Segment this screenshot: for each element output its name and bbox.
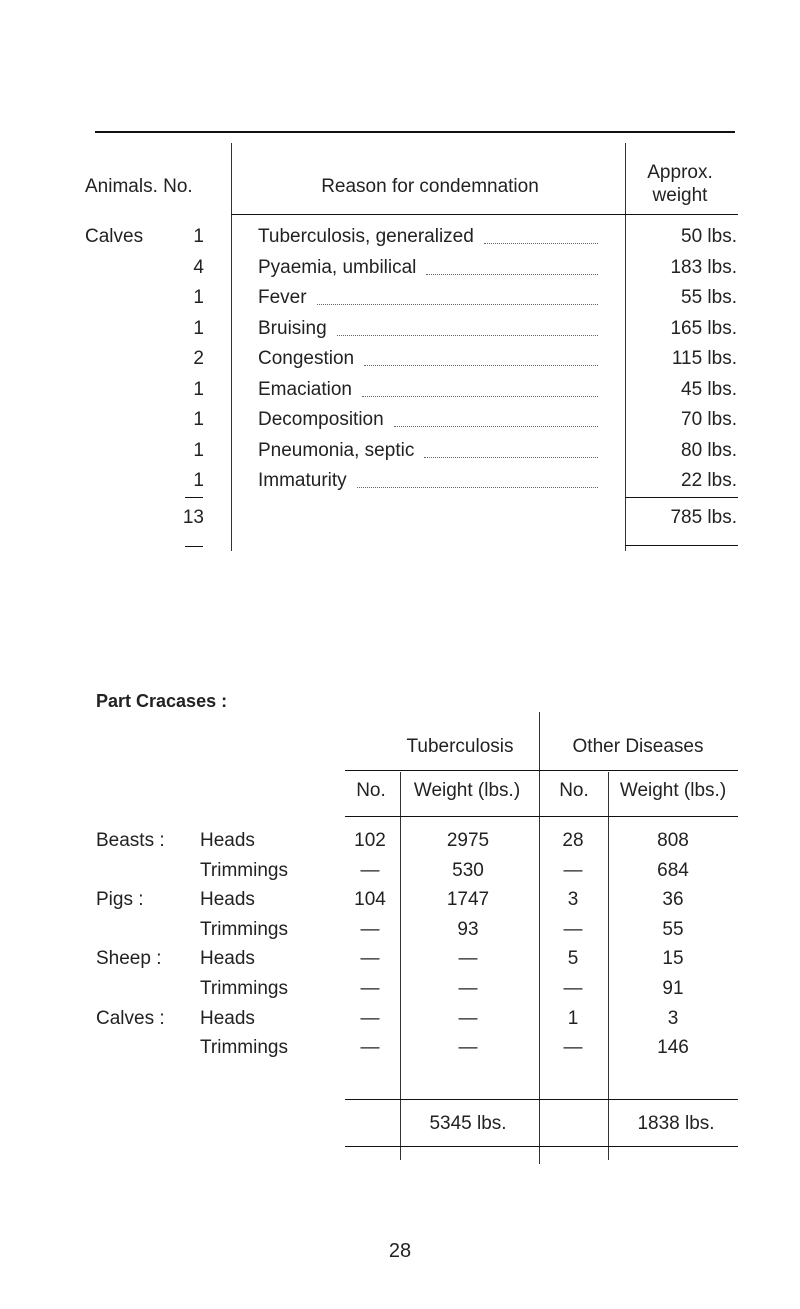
row-reason: Pneumonia, septic: [258, 440, 415, 461]
table2-col-divider-tb: [400, 772, 401, 1160]
row-weight: 80 lbs.: [681, 440, 737, 461]
row-tb-weight: 2975: [446, 830, 490, 851]
row-reason: Congestion: [258, 348, 355, 369]
row-weight: 183 lbs.: [670, 257, 737, 278]
row-other-no: —: [563, 1037, 583, 1058]
table2-total-other: 1838 lbs.: [637, 1113, 715, 1134]
row-tb-no: —: [360, 860, 380, 881]
row-weight: 115 lbs.: [671, 348, 737, 369]
table1-header-rule: [231, 214, 738, 215]
row-other-no: 5: [567, 948, 579, 969]
table1-weight-subtotal-rule: [625, 497, 738, 498]
row-other-no: 28: [562, 830, 584, 851]
table2-total-tuberculosis: 5345 lbs.: [429, 1113, 507, 1134]
row-other-weight: 15: [662, 948, 684, 969]
table1-col-divider-1: [231, 143, 232, 551]
row-tb-weight: 93: [457, 919, 479, 940]
row-reason: Fever: [258, 287, 307, 308]
table1-weight-total-rule: [625, 545, 738, 546]
header-reason: Reason for condemnation: [321, 176, 539, 197]
row-weight: 165 lbs.: [670, 318, 737, 339]
row-weight: 55 lbs.: [681, 287, 737, 308]
table2-subheader-rule: [345, 816, 738, 817]
group-header-tuberculosis: Tuberculosis: [406, 736, 514, 757]
row-no: 2: [193, 348, 204, 369]
row-tb-weight: —: [458, 1037, 478, 1058]
row-no: 1: [193, 379, 204, 400]
group-header-other-diseases: Other Diseases: [572, 736, 704, 757]
row-reason: Tuberculosis, generalized: [258, 226, 474, 247]
table1-no-subtotal-rule: [185, 497, 203, 498]
leader-dots: [424, 457, 598, 458]
row-part: Trimmings: [200, 1037, 288, 1058]
animal-label-calves: Calves: [85, 226, 144, 247]
row-other-weight: 146: [657, 1037, 689, 1058]
col-other-no: No.: [559, 780, 589, 801]
header-animals-no: Animals. No.: [85, 176, 193, 197]
row-tb-no: 104: [354, 889, 386, 910]
row-tb-weight: 1747: [446, 889, 490, 910]
leader-dots: [337, 335, 598, 336]
row-weight: 45 lbs.: [681, 379, 737, 400]
table2-total-rule: [345, 1146, 738, 1147]
leader-dots: [426, 274, 598, 275]
row-other-no: 1: [567, 1008, 579, 1029]
header-weight-line1: Approx.: [647, 162, 713, 183]
table2-header-rule: [345, 770, 738, 771]
row-no: 1: [193, 287, 204, 308]
row-no: 1: [193, 409, 204, 430]
row-reason: Decomposition: [258, 409, 384, 430]
row-tb-no: 102: [354, 830, 386, 851]
row-tb-no: —: [360, 978, 380, 999]
row-other-weight: 55: [662, 919, 684, 940]
row-part: Heads: [200, 948, 255, 969]
row-tb-no: —: [360, 1037, 380, 1058]
table1-total-weight: 785 lbs.: [670, 507, 737, 528]
leader-dots: [394, 426, 598, 427]
table1-top-rule: [95, 131, 735, 133]
row-other-weight: 3: [667, 1008, 679, 1029]
row-reason: Bruising: [258, 318, 327, 339]
row-weight: 22 lbs.: [681, 470, 737, 491]
leader-dots: [357, 487, 598, 488]
row-other-no: —: [563, 978, 583, 999]
col-tb-no: No.: [356, 780, 386, 801]
table2-subtotal-rule: [345, 1099, 738, 1100]
row-animal: Calves :: [96, 1008, 165, 1029]
row-other-no: —: [563, 860, 583, 881]
table2-group-divider: [539, 712, 540, 1164]
row-no: 1: [193, 440, 204, 461]
row-reason: Pyaemia, umbilical: [258, 257, 417, 278]
part-carcases-heading: Part Cracases :: [96, 691, 228, 711]
row-other-weight: 91: [662, 978, 684, 999]
table1-no-total-rule: [185, 546, 203, 547]
row-other-no: —: [563, 919, 583, 940]
row-no: 1: [193, 318, 204, 339]
row-tb-weight: —: [458, 948, 478, 969]
table1-total-no: 13: [182, 507, 204, 528]
row-part: Heads: [200, 830, 255, 851]
row-part: Heads: [200, 889, 255, 910]
row-other-weight: 808: [657, 830, 689, 851]
row-tb-weight: 530: [452, 860, 484, 881]
row-no: 4: [193, 257, 204, 278]
row-part: Trimmings: [200, 919, 288, 940]
row-reason: Emaciation: [258, 379, 352, 400]
row-tb-weight: —: [458, 1008, 478, 1029]
row-animal: Beasts :: [96, 830, 165, 851]
row-tb-no: —: [360, 1008, 380, 1029]
col-other-weight: Weight (lbs.): [619, 780, 727, 801]
row-part: Trimmings: [200, 978, 288, 999]
row-weight: 50 lbs.: [681, 226, 737, 247]
row-other-no: 3: [567, 889, 579, 910]
leader-dots: [317, 304, 598, 305]
row-animal: Pigs :: [96, 889, 144, 910]
page-number: 28: [388, 1240, 412, 1262]
col-tb-weight: Weight (lbs.): [413, 780, 521, 801]
row-part: Heads: [200, 1008, 255, 1029]
leader-dots: [364, 365, 598, 366]
leader-dots: [484, 243, 598, 244]
row-no: 1: [193, 470, 204, 491]
row-part: Trimmings: [200, 860, 288, 881]
row-other-weight: 684: [657, 860, 689, 881]
row-no: 1: [193, 226, 204, 247]
row-other-weight: 36: [662, 889, 684, 910]
header-weight-line2: weight: [652, 185, 708, 206]
row-reason: Immaturity: [258, 470, 347, 491]
row-tb-weight: —: [458, 978, 478, 999]
table2-col-divider-other: [608, 772, 609, 1160]
row-tb-no: —: [360, 948, 380, 969]
row-tb-no: —: [360, 919, 380, 940]
row-weight: 70 lbs.: [681, 409, 737, 430]
row-animal: Sheep :: [96, 948, 162, 969]
leader-dots: [362, 396, 598, 397]
